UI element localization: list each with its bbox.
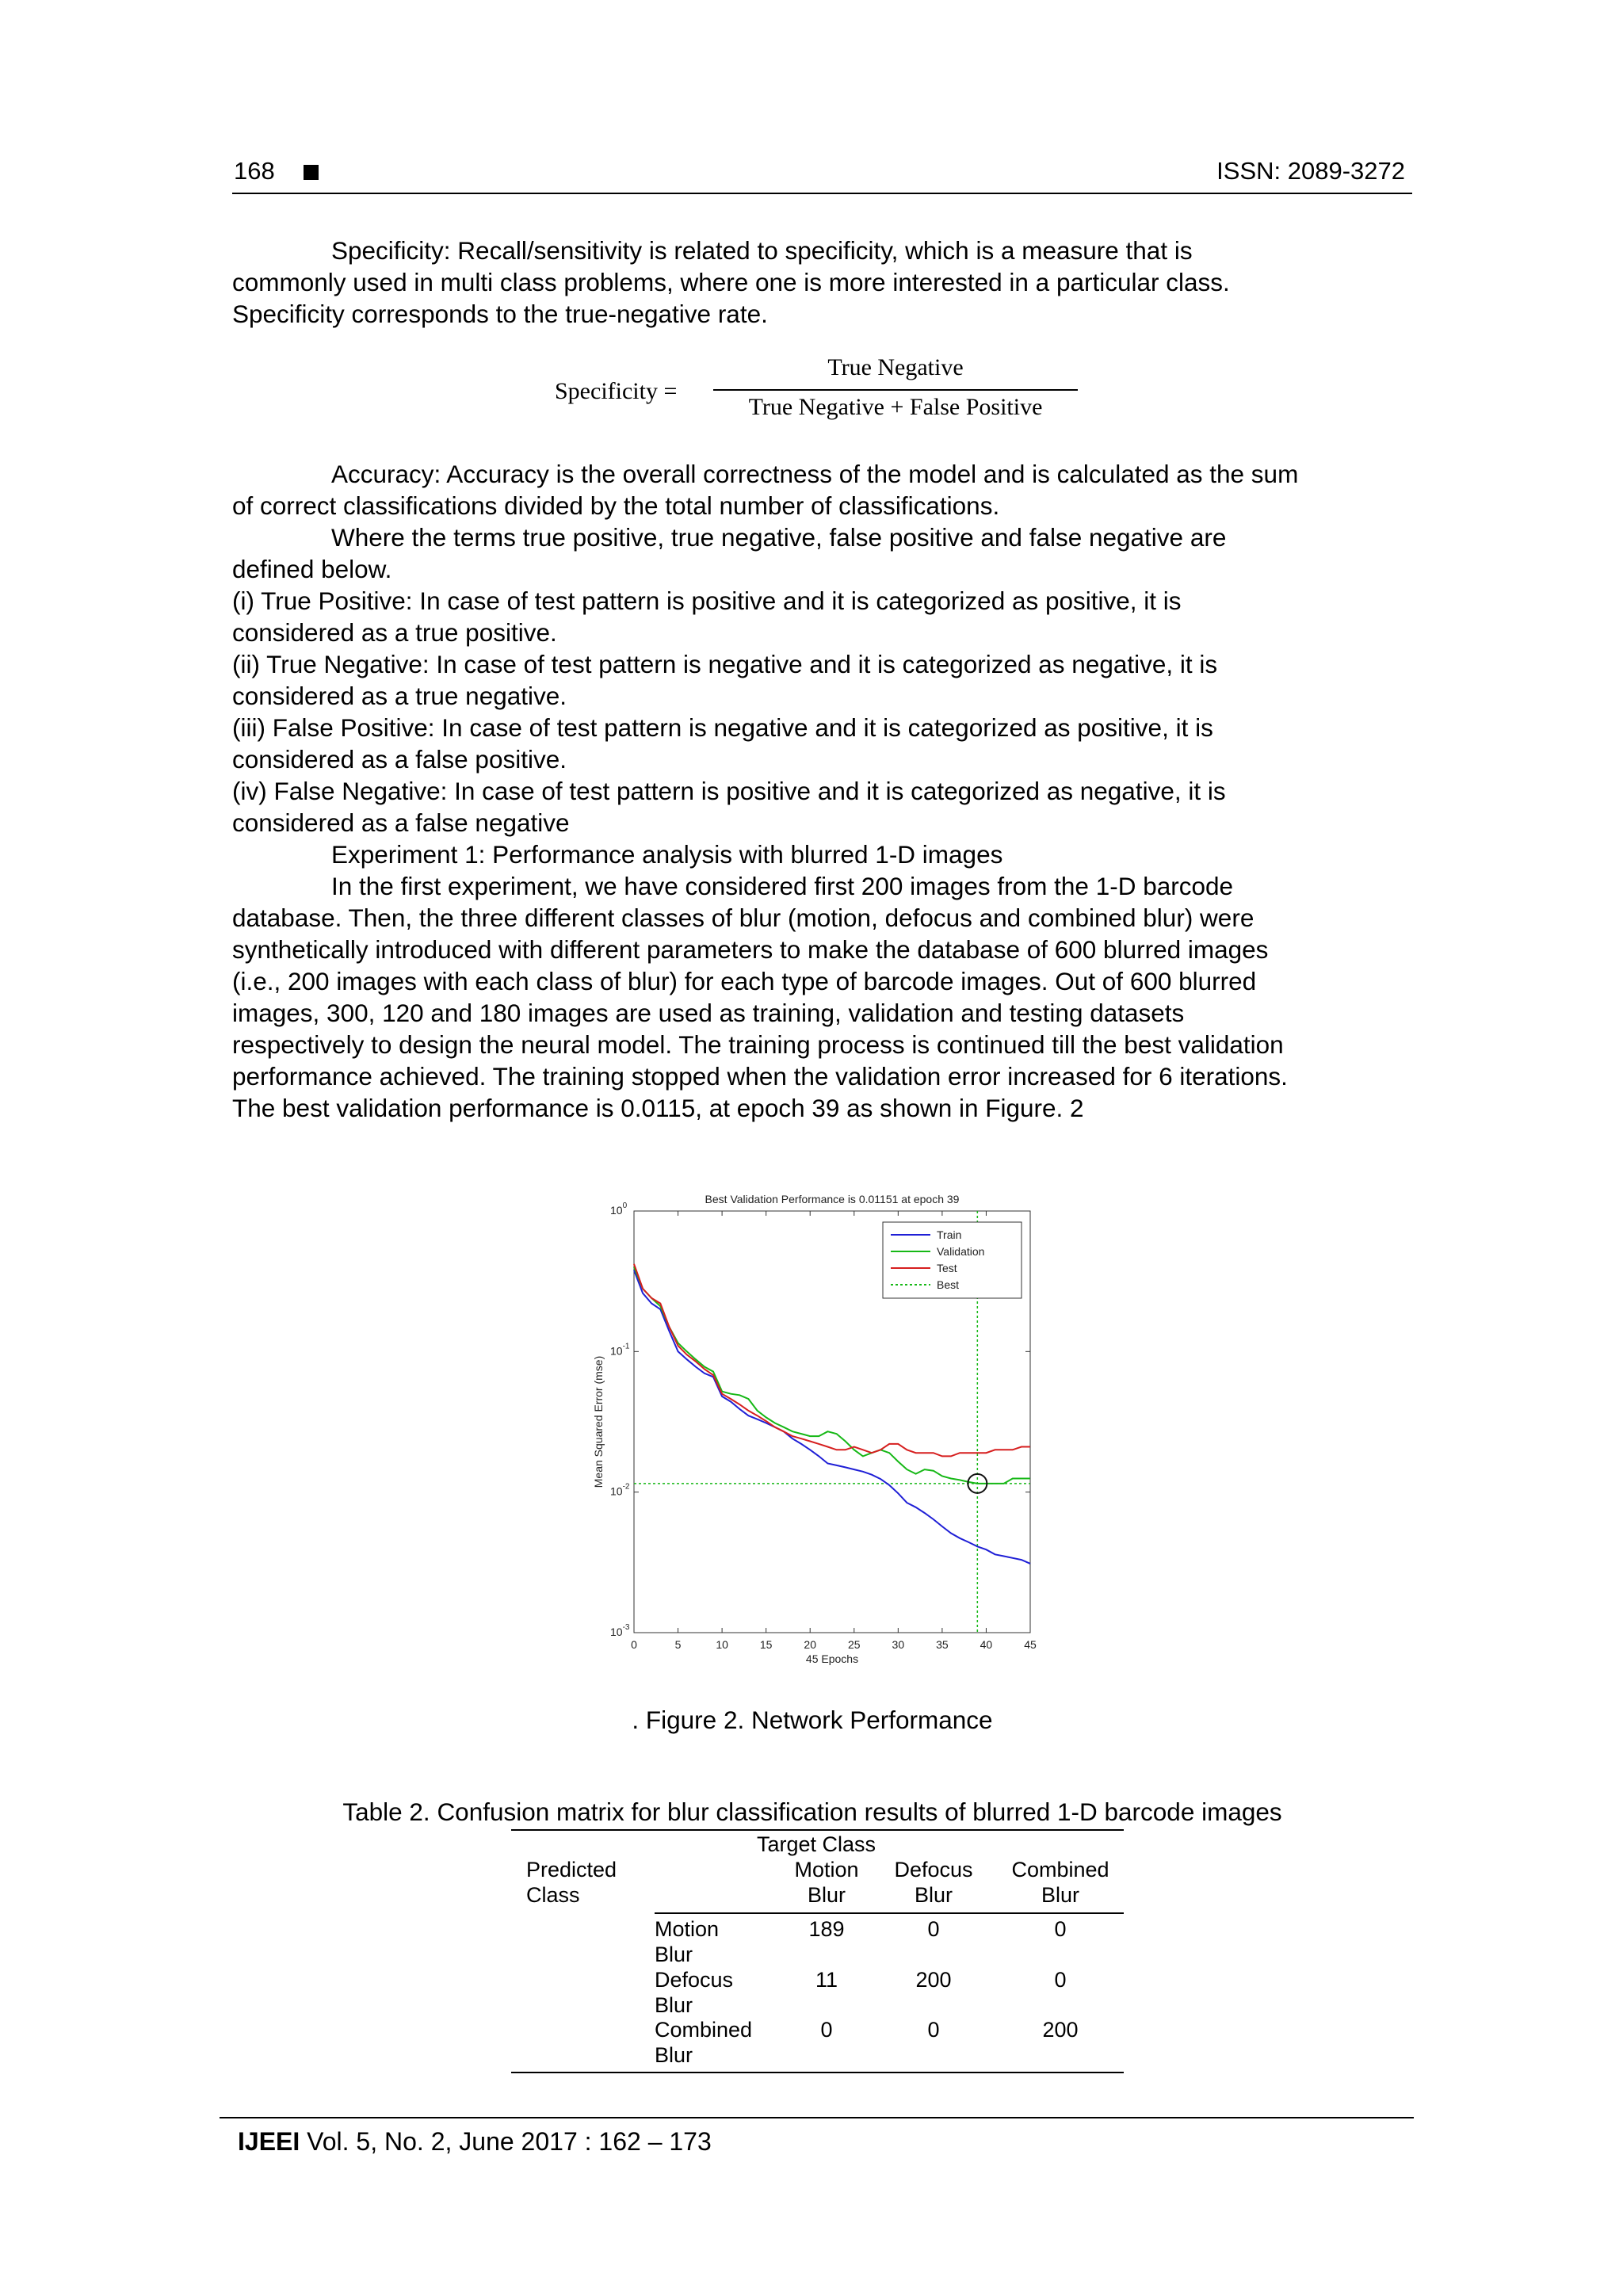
text-line: (i) True Positive: In case of test pattern is positive and it is categorized as positive, it is [232,586,1182,615]
y-tick-label [610,1342,630,1357]
row-label: Blur [655,2043,693,2067]
x-tick-label: 0 [631,1638,637,1651]
text-line: commonly used in multi class problems, where one is more interested in a particular class. [232,268,1230,296]
footer-rule [220,2117,1414,2118]
table-cell: 0 [927,2018,940,2042]
y-tick-label [610,1483,630,1498]
header-rule [655,1912,1124,1914]
text-line: Accuracy: Accuracy is the overall correctness of the model and is calculated as the sum [331,460,1299,488]
x-tick-label: 45 [1024,1638,1037,1651]
column-header: Motion [794,1858,859,1881]
y-tick-base: 10 [610,1484,623,1498]
text-line: (i.e., 200 images with each class of blur) for each type of barcode images. Out of 600 blurred [232,967,1257,995]
formula-numerator: True Negative [827,354,964,380]
column-header: Blur [1041,1883,1079,1907]
network-performance-figure [571,1181,1046,1688]
text-line: In the first experiment, we have considered first 200 images from the 1-D barcode [331,872,1234,900]
row-label: Blur [655,1993,693,2017]
text-line: synthetically introduced with different parameters to make the database of 600 blurred images [232,935,1269,964]
x-tick-label: 40 [980,1638,993,1651]
x-tick-label: 5 [674,1638,682,1651]
x-tick-label: 15 [759,1638,773,1651]
specificity-paragraph [232,235,1400,330]
table-cell: 200 [1042,2018,1079,2042]
table-caption: Table 2. Confusion matrix for blur classification results of blurred 1-D barcode images [342,1797,1282,1826]
y-tick-base: 10 [610,1204,623,1217]
y-tick-label [610,1201,628,1217]
text-line: considered as a false negative [232,808,570,837]
target-class-label: Target Class [756,1832,876,1856]
column-header: Blur [807,1883,846,1907]
predicted-class-label: Class [526,1883,580,1907]
y-tick-base: 10 [610,1344,623,1358]
text-line: Where the terms true positive, true negative, false positive and false negative are [331,523,1227,552]
text-line: images, 300, 120 and 180 images are used as training, validation and testing datasets [232,999,1185,1027]
y-axis-label: Mean Squared Error (mse) [592,1355,605,1488]
y-tick-label [610,1623,630,1638]
legend-label: Best [937,1278,960,1291]
performance-chart [571,1181,1046,1688]
column-header: Combined [1011,1858,1109,1881]
row-label: Combined [655,2018,753,2042]
text-line: performance achieved. The training stopped when the validation error increased for 6 iterations. [232,1062,1288,1091]
x-tick-label: 10 [716,1638,728,1651]
formula-denominator: True Negative + False Positive [748,394,1043,420]
issn: ISSN: 2089-3272 [1216,157,1405,185]
text-line: considered as a true positive. [232,618,557,647]
table-cell: 11 [815,1968,838,1992]
square-bullet-icon [304,165,319,180]
table-cell: 0 [820,2018,833,2042]
y-tick-exponent: 0 [622,1201,628,1210]
text-line: (iii) False Positive: In case of test pattern is negative and it is categorized as positive, it is [232,713,1213,742]
predicted-class-label: Predicted [526,1858,617,1881]
specificity-formula [555,353,1078,432]
table-cell: 189 [808,1917,845,1941]
text-line: Specificity: Recall/sensitivity is related to specificity, which is a measure that is [331,236,1193,265]
table-cell: 0 [1054,1917,1067,1941]
table-bottom-rule [511,2072,1124,2073]
text-line: The best validation performance is 0.0115, at epoch 39 as shown in Figure. 2 [232,1094,1084,1122]
header-rule [232,193,1412,194]
table-cell: 0 [927,1917,940,1941]
text-line: of correct classifications divided by the total number of classifications. [232,491,1000,520]
x-tick-label: 25 [847,1638,861,1651]
text-line: Specificity corresponds to the true-negative rate. [232,300,768,328]
chart-title: Best Validation Performance is 0.01151 at epoch 39 [705,1193,960,1205]
row-label: Defocus [655,1968,734,1992]
volume-info: Vol. 5, No. 2, June 2017 : 162 – 173 [300,2127,712,2156]
journal-name: IJEEI [238,2127,300,2156]
row-label: Motion [655,1917,720,1941]
x-axis-label: 45 Epochs [805,1652,859,1665]
footer-citation [238,2126,712,2157]
column-header: Defocus [894,1858,973,1881]
row-label: Blur [655,1943,693,1966]
y-tick-exponent: -1 [622,1342,630,1351]
text-line: considered as a false positive. [232,745,567,774]
x-tick-label: 35 [936,1638,949,1651]
text-line: respectively to design the neural model. The training process is continued till the best validation [232,1030,1284,1059]
formula-lhs: Specificity = [555,378,678,404]
text-line: defined below. [232,555,392,583]
text-line: considered as a true negative. [232,682,567,710]
figure-caption: . Figure 2. Network Performance [632,1706,993,1734]
text-line: Experiment 1: Performance analysis with blurred 1-D images [331,840,1003,869]
column-header: Blur [914,1883,953,1907]
page-number: 168 [234,157,275,185]
legend-label: Train [937,1228,962,1241]
body-paragraphs [232,458,1400,1124]
x-tick-label: 30 [892,1638,905,1651]
y-tick-exponent: -2 [622,1482,630,1492]
y-tick-exponent: -3 [622,1623,630,1632]
legend-label: Validation [937,1245,985,1258]
text-line: (ii) True Negative: In case of test pattern is negative and it is categorized as negative, it is [232,650,1218,678]
table-cell: 200 [915,1968,952,1992]
fraction-bar [713,389,1078,391]
y-tick-base: 10 [610,1626,623,1638]
table-cell: 0 [1054,1968,1067,1992]
text-line: database. Then, the three different classes of blur (motion, defocus and combined blur) were [232,904,1254,932]
table-top-rule [511,1829,1124,1831]
legend-label: Test [937,1262,957,1274]
x-tick-label: 20 [804,1638,817,1651]
text-line: (iv) False Negative: In case of test pattern is positive and it is categorized as negative, it is [232,777,1226,805]
